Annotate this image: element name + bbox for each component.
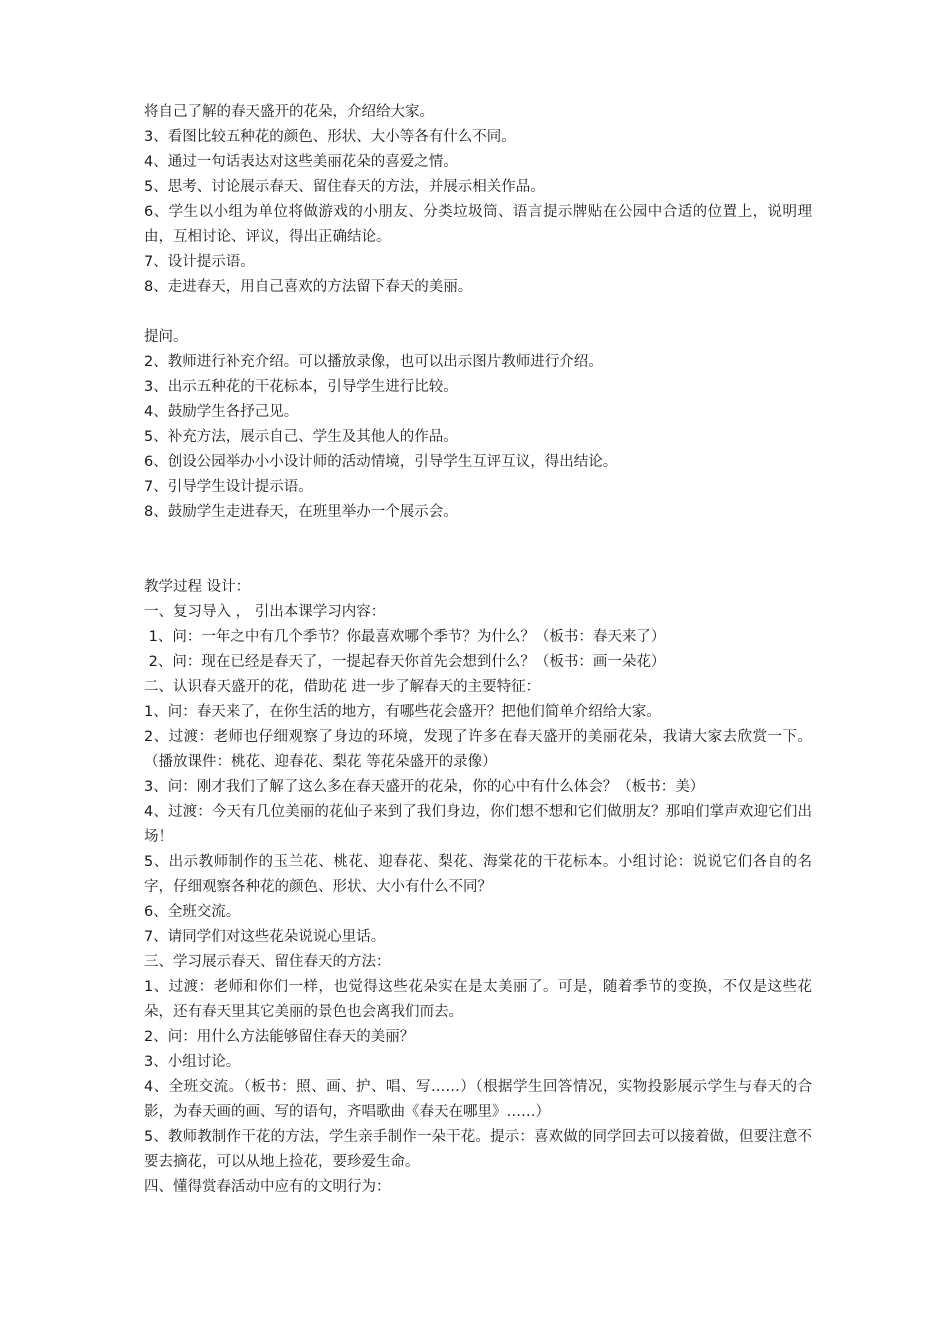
list-item: 5、补充方法，展示自己、学生及其他人的作品。 — [144, 429, 458, 445]
blank-lines — [144, 525, 812, 575]
list-item: 5、思考、讨论展示春天、留住春天的方法，并展示相关作品。 — [144, 179, 545, 195]
list-item: 8、鼓励学生走进春天，在班里举办一个展示会。 — [144, 504, 458, 520]
list-item: 6、创设公园举办小小设计师的活动情境，引导学生互评互议，得出结论。 — [144, 454, 618, 470]
list-item: 1、问：一年之中有几个季节？你最喜欢哪个季节？为什么？（板书：春天来了） — [144, 629, 666, 645]
list-item: 1、问：春天来了，在你生活的地方，有哪些花会盛开？把他们简单介绍给大家。 — [144, 704, 661, 720]
section-title: 教学过程 设计： — [144, 579, 251, 595]
list-item: 3、小组讨论。 — [144, 1054, 241, 1070]
list-item: 1、过渡：老师和你们一样，也觉得这些花朵实在是太美丽了。可是，随着季节的变换，不仅是这些花朵，还有春天里其它美丽的景色也会离我们而去。 — [144, 979, 812, 1020]
list-item: 2、问：用什么方法能够留住春天的美丽？ — [144, 1029, 415, 1045]
list-item: 3、看图比较五种花的颜色、形状、大小等各有什么不同。 — [144, 129, 516, 145]
list-item: 6、全班交流。 — [144, 904, 241, 920]
list-item: 8、走进春天，用自己喜欢的方法留下春天的美丽。 — [144, 279, 473, 295]
text-line: 将自己了解的春天盛开的花朵，介绍给大家。 — [144, 104, 434, 120]
list-item: 3、问：刚才我们了解了这么多在春天盛开的花朵，你的心中有什么体会？（板书：美） — [144, 779, 705, 795]
section-a — [144, 100, 812, 300]
section-b — [144, 325, 812, 525]
list-item: 7、引导学生设计提示语。 — [144, 479, 313, 495]
document-page — [144, 100, 812, 1200]
list-item: 4、过渡：今天有几位美丽的花仙子来到了我们身边，你们想不想和它们做朋友？那咱们掌声欢迎它们出场！ — [144, 804, 812, 845]
list-item: 2、问：现在已经是春天了，一提起春天你首先会想到什么？（板书：画一朵花） — [144, 654, 666, 670]
section-teaching-process — [144, 575, 812, 1200]
list-item: 5、出示教师制作的玉兰花、桃花、迎春花、梨花、海棠花的干花标本。小组讨论：说说它们各自的名字，仔细观察各种花的颜色、形状、大小有什么不同？ — [144, 854, 812, 895]
list-item: 6、学生以小组为单位将做游戏的小朋友、分类垃圾筒、语言提示牌贴在公园中合适的位置上，说明理由，互相讨论、评议，得出正确结论。 — [144, 204, 812, 245]
blank-line — [144, 300, 812, 325]
list-item: 7、设计提示语。 — [144, 254, 255, 270]
text-line: 提问。 — [144, 329, 188, 345]
list-item: 4、鼓励学生各抒己见。 — [144, 404, 299, 420]
list-item: 4、通过一句话表达对这些美丽花朵的喜爱之情。 — [144, 154, 458, 170]
part-heading: 二、认识春天盛开的花，借助花 进一步了解春天的主要特征： — [144, 679, 541, 695]
list-item: 3、出示五种花的干花标本，引导学生进行比较。 — [144, 379, 458, 395]
list-item: 4、全班交流。（板书：照、画、护、唱、写……）（根据学生回答情况，实物投影展示学生与春天的合影，为春天画的画、写的语句，齐唱歌曲《春天在哪里》……） — [144, 1079, 812, 1120]
list-item: 7、请同学们对这些花朵说说心里话。 — [144, 929, 386, 945]
part-heading: 三、学习展示春天、留住春天的方法： — [144, 954, 391, 970]
list-item: 5、教师教制作干花的方法，学生亲手制作一朵干花。提示：喜欢做的同学回去可以接着做，但要注意不要去摘花，可以从地上捡花，要珍爱生命。 — [144, 1129, 812, 1170]
part-heading: 四、懂得赏春活动中应有的文明行为： — [144, 1179, 391, 1195]
list-item: 2、过渡：老师也仔细观察了身边的环境，发现了许多在春天盛开的美丽花朵，我请大家去欣赏一下。（播放课件：桃花、迎春花、梨花 等花朵盛开的录像） — [144, 729, 812, 770]
part-heading: 一、复习导入 ， 引出本课学习内容： — [144, 604, 386, 620]
list-item: 2、教师进行补充介绍。可以播放录像，也可以出示图片教师进行介绍。 — [144, 354, 603, 370]
